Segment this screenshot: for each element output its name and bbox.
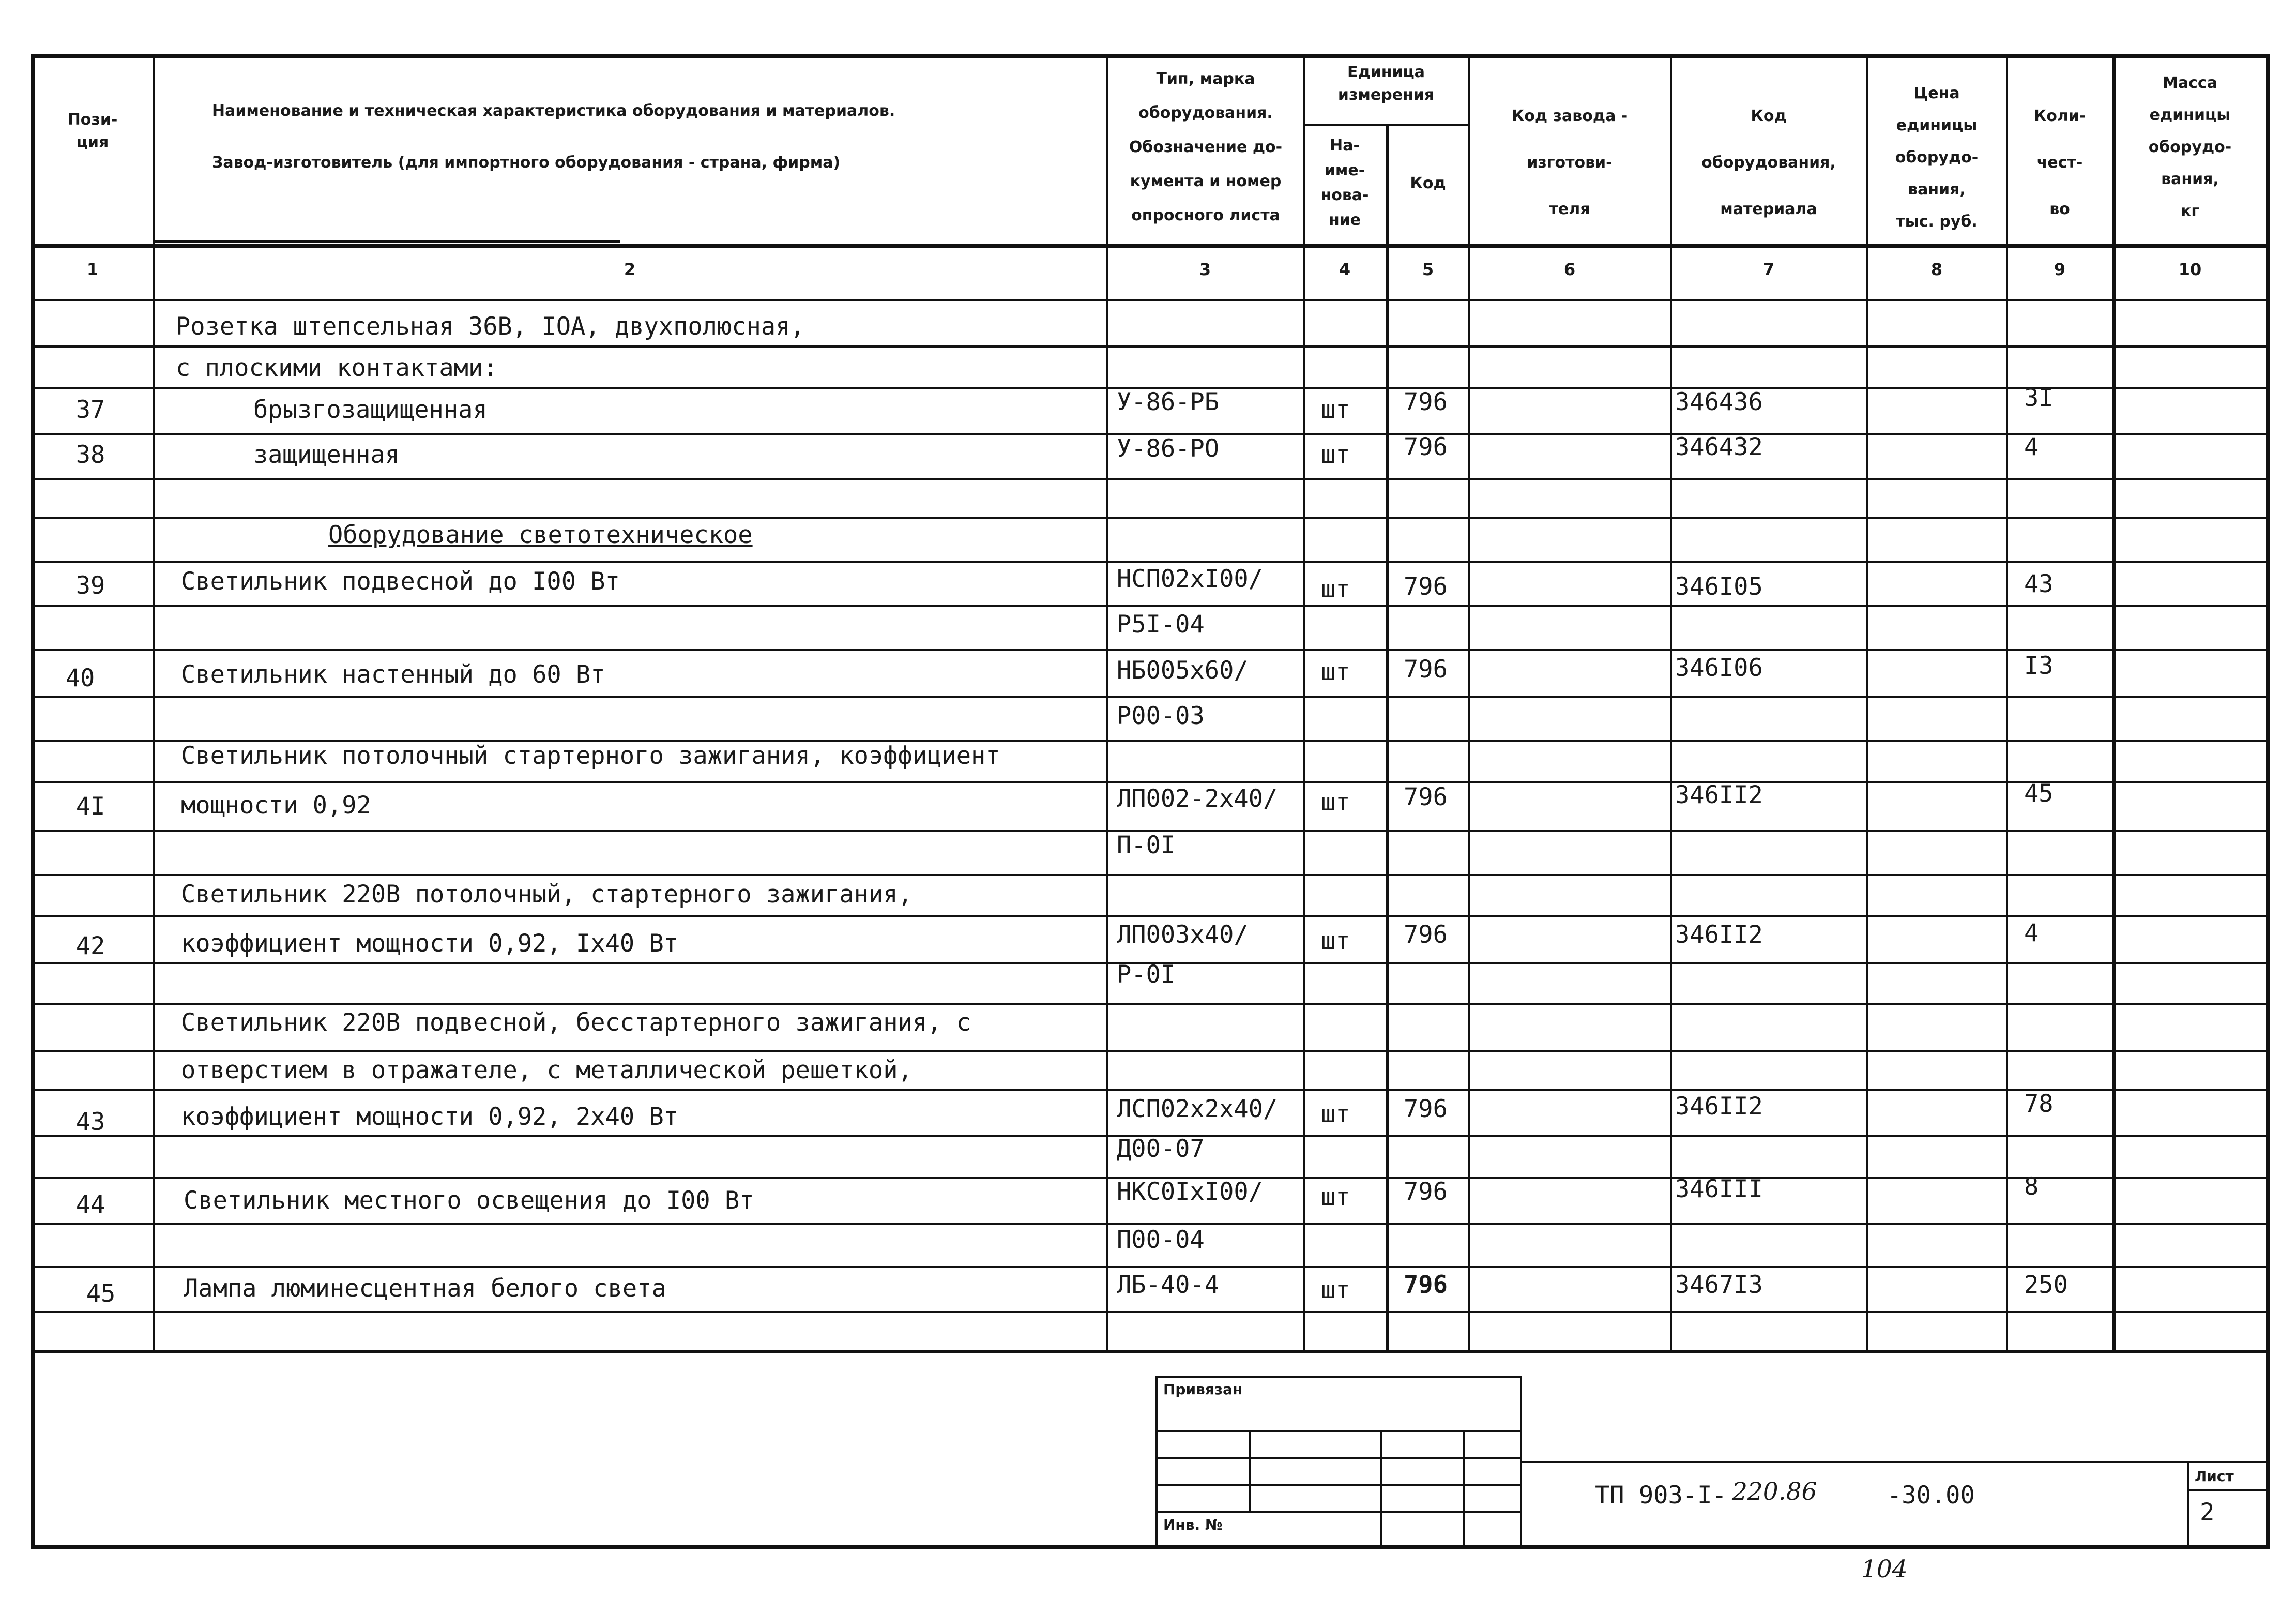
- header-col1: Пози- ция: [67, 111, 118, 152]
- item-type-line2: Р-0I: [1117, 960, 1176, 989]
- colnum-6: 6: [1563, 260, 1576, 279]
- item-unit: шт: [1321, 927, 1350, 955]
- item-type: ЛП002-2х40/: [1117, 785, 1278, 813]
- stamp-divider: [1463, 1430, 1465, 1546]
- col-divider-4: [1386, 124, 1389, 1350]
- row-line: [31, 478, 2270, 480]
- col-divider-3: [1303, 54, 1305, 1350]
- item-unit: шт: [1321, 1100, 1350, 1128]
- item-type-line2: П-0I: [1117, 831, 1176, 860]
- colnum-2: 2: [624, 260, 636, 279]
- item-type: ЛСП02х2х40/: [1117, 1095, 1278, 1123]
- sheet-box-left: [2187, 1461, 2189, 1546]
- table-left-border: [31, 54, 35, 1549]
- row-line: [31, 345, 2270, 348]
- row-line: [31, 605, 2270, 607]
- sheet-box-divider: [2187, 1489, 2267, 1491]
- item-eq-code: 346II2: [1675, 781, 1763, 809]
- row-line: [31, 1266, 2270, 1268]
- colnum-1: 1: [86, 260, 99, 279]
- header-bottom-border: [31, 244, 2270, 248]
- col-divider-8: [2006, 54, 2008, 1350]
- item-position: 43: [75, 1108, 105, 1136]
- item-qty: 8: [2024, 1172, 2039, 1201]
- item-type: У-86-РБ: [1117, 388, 1220, 416]
- item-unit-code: 796: [1404, 655, 1448, 684]
- item-position: 42: [75, 932, 105, 960]
- item-unit-code: 796: [1404, 1178, 1448, 1206]
- header-col2-underline: [155, 240, 620, 243]
- item-eq-code: 346I06: [1675, 654, 1763, 682]
- item-qty: I3: [2024, 652, 2054, 680]
- col-divider-2: [1106, 54, 1108, 1350]
- frame-bottom-border: [31, 1545, 2270, 1549]
- item-position: 37: [75, 396, 105, 424]
- header-col10: Масса единицы оборудо- вания, кг: [2148, 74, 2232, 220]
- col-divider-9: [2112, 54, 2116, 1350]
- stamp-line: [1155, 1430, 1522, 1432]
- item-type: ЛП003х40/: [1117, 921, 1249, 949]
- item-desc: коэффициент мощности 0,92, Iх40 Вт: [181, 929, 679, 958]
- item-unit-code: 796: [1404, 433, 1448, 461]
- stamp-border-left: [1155, 1376, 1158, 1546]
- item-unit-code: 796: [1404, 388, 1448, 416]
- item-qty: 4: [2024, 433, 2039, 461]
- stamp-privyazan: Привязан: [1163, 1381, 1243, 1398]
- header-col6: Код завода - изготови- теля: [1511, 107, 1628, 218]
- stamp-line: [1155, 1457, 1522, 1459]
- col-divider-7: [1866, 54, 1868, 1350]
- item-unit-code: 796: [1404, 1271, 1448, 1299]
- item-type: У-86-РО: [1117, 434, 1220, 463]
- item-type-line2: Р00-03: [1117, 702, 1205, 730]
- row-line: [31, 781, 2270, 783]
- section-title: Оборудование светотехническое: [328, 521, 753, 549]
- item-unit: шт: [1321, 396, 1350, 424]
- colnum-9: 9: [2054, 260, 2066, 279]
- item-eq-code: 346I05: [1675, 572, 1763, 601]
- table-bottom-border: [31, 1350, 2270, 1353]
- item-unit: шт: [1321, 1183, 1350, 1211]
- item-qty: 4: [2024, 919, 2039, 947]
- item-unit-code: 796: [1404, 783, 1448, 811]
- item-type: ЛБ-40-4: [1117, 1271, 1220, 1299]
- item-position: 44: [75, 1190, 105, 1219]
- sheet-number: 2: [2200, 1498, 2215, 1527]
- item-desc: коэффициент мощности 0,92, 2х40 Вт: [181, 1103, 679, 1131]
- item-eq-code: 3467I3: [1675, 1271, 1763, 1299]
- colnum-8: 8: [1930, 260, 1943, 279]
- header-col7: Код оборудования, материала: [1701, 107, 1836, 218]
- item-eq-code: 346436: [1675, 388, 1763, 416]
- header-col8: Цена единицы оборудо- вания, тыс. руб.: [1895, 84, 1979, 231]
- doc-code-top-line: [1520, 1461, 2267, 1463]
- item-desc-line1: Светильник 220В потолочный, стартерного зажигания,: [181, 880, 913, 909]
- item-qty: 3I: [2024, 384, 2054, 412]
- item-eq-code: 346II2: [1675, 921, 1763, 949]
- item-type-line2: Р5I-04: [1117, 610, 1205, 639]
- row-line: [31, 561, 2270, 563]
- colnum-5: 5: [1422, 260, 1434, 279]
- item-desc-line2: отверстием в отражателе, с металлической решеткой,: [181, 1056, 913, 1084]
- item-qty: 45: [2024, 779, 2054, 808]
- sheet-label: Лист: [2195, 1468, 2234, 1485]
- item-desc-line1: Светильник потолочный стартерного зажигания, коэффициент: [181, 742, 1000, 770]
- item-desc: брызгозащищенная: [253, 396, 488, 424]
- header-col2-line2: Завод-изготовитель (для импортного оборудования - страна, фирма): [212, 154, 841, 172]
- item-desc: Светильник местного освещения до I00 Вт: [184, 1186, 754, 1215]
- stamp-divider: [1249, 1430, 1251, 1513]
- colnum-10: 10: [2178, 260, 2202, 279]
- item-unit: шт: [1321, 658, 1350, 686]
- item-unit: шт: [1321, 575, 1350, 604]
- row-line: [31, 517, 2270, 519]
- col-divider-5: [1468, 54, 1470, 1350]
- item-position: 4I: [75, 792, 105, 821]
- doc-code-suffix: -30.00: [1887, 1481, 1975, 1510]
- stamp-divider: [1380, 1430, 1382, 1546]
- item-type-line2: П00-04: [1117, 1226, 1205, 1254]
- page-number: 104: [1861, 1555, 1908, 1584]
- item-qty: 78: [2024, 1090, 2054, 1118]
- row-line: [31, 1050, 2270, 1052]
- row-line: [31, 649, 2270, 651]
- header-col45-group: Единица измерения: [1337, 63, 1435, 104]
- item-qty: 43: [2024, 570, 2054, 598]
- table-top-border: [31, 54, 2270, 58]
- header-col4: На- име- нова- ние: [1320, 137, 1369, 229]
- item-eq-code: 346III: [1675, 1175, 1763, 1203]
- item-type: НКС0IхI00/: [1117, 1178, 1263, 1206]
- header-col5: Код: [1410, 174, 1446, 192]
- item-desc: с плоскими контактами:: [176, 354, 498, 382]
- row-line: [31, 696, 2270, 698]
- item-unit-code: 796: [1404, 572, 1448, 601]
- colnum-4: 4: [1339, 260, 1351, 279]
- row-line: [31, 1089, 2270, 1091]
- item-desc: мощности 0,92: [181, 791, 371, 820]
- row-line: [31, 1311, 2270, 1313]
- item-eq-code: 346432: [1675, 433, 1763, 461]
- stamp-line: [1155, 1484, 1522, 1486]
- item-desc-line1: Светильник 220В подвесной, бесстартерного зажигания, с: [181, 1008, 971, 1037]
- item-unit-code: 796: [1404, 1095, 1448, 1123]
- table-right-border: [2266, 54, 2270, 1549]
- stamp-border-top: [1155, 1376, 1522, 1378]
- item-qty: 250: [2024, 1271, 2068, 1299]
- item-unit: шт: [1321, 788, 1350, 817]
- row-line: [31, 915, 2270, 917]
- item-desc: Розетка штепсельная 36В, IOA, двухполюсная,: [176, 312, 805, 341]
- item-desc: защищенная: [253, 441, 400, 469]
- item-type-line2: Д00-07: [1117, 1135, 1205, 1163]
- col-divider-1: [153, 54, 155, 1350]
- row-line: [31, 874, 2270, 876]
- item-position: 38: [75, 441, 105, 469]
- item-type: НБ005х60/: [1117, 656, 1249, 685]
- col-divider-6: [1670, 54, 1672, 1350]
- stamp-inv-number: Инв. №: [1163, 1516, 1223, 1533]
- doc-code-prefix: ТП 903-I-: [1595, 1481, 1727, 1510]
- header-col3: Тип, марка оборудования. Обозначение до- кумента и номер опросного листа: [1129, 70, 1283, 224]
- colnum-3: 3: [1199, 260, 1211, 279]
- item-desc: Лампа люминесцентная белого света: [184, 1274, 666, 1303]
- item-unit: шт: [1321, 441, 1350, 469]
- item-unit: шт: [1321, 1276, 1350, 1304]
- doc-code-handwritten: 220.86: [1732, 1478, 1817, 1506]
- colnum-bottom-border: [31, 299, 2270, 301]
- item-desc: Светильник подвесной до I00 Вт: [181, 567, 620, 596]
- item-position: 40: [65, 664, 95, 692]
- item-type: НСП02хI00/: [1117, 565, 1263, 593]
- item-position: 45: [86, 1279, 116, 1308]
- stamp-line: [1155, 1511, 1522, 1513]
- item-desc: Светильник настенный до 60 Вт: [181, 660, 605, 689]
- header-col9: Коли- чест- во: [2033, 107, 2086, 218]
- colnum-7: 7: [1762, 260, 1775, 279]
- item-eq-code: 346II2: [1675, 1092, 1763, 1121]
- header-col2-line1: Наименование и техническая характеристика оборудования и материалов.: [212, 102, 895, 120]
- item-unit-code: 796: [1404, 921, 1448, 949]
- row-line: [31, 1003, 2270, 1005]
- unit-group-divider: [1303, 124, 1468, 126]
- item-position: 39: [75, 571, 105, 600]
